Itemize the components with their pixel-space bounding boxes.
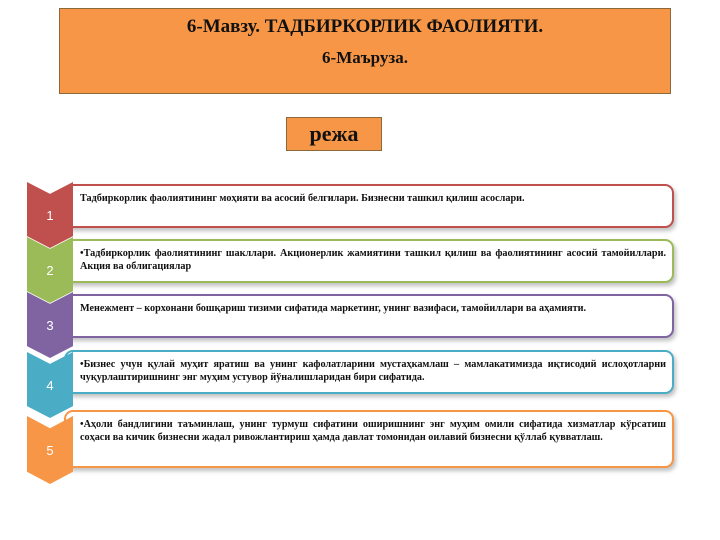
plan-item-text: Тадбиркорлик фаолиятининг моҳияти ва асосий белгилари. Бизнесни ташкил қилиш асослари. xyxy=(80,193,525,204)
plan-item-1 xyxy=(64,184,674,228)
item-number-2: 2 xyxy=(46,263,54,278)
lecture-title: 6-Маъруза. xyxy=(322,48,408,67)
plan-item-5 xyxy=(64,410,674,468)
plan-item-3 xyxy=(64,294,674,338)
plan-item-2 xyxy=(64,239,674,283)
title-box xyxy=(59,8,671,94)
topic-title: 6-Мавзу. ТАДБИРКОРЛИК ФАОЛИЯТИ. xyxy=(186,16,544,37)
item-number-5: 5 xyxy=(46,443,54,458)
plan-label: режа xyxy=(286,117,382,151)
item-number-3: 3 xyxy=(46,318,54,333)
item-number-1: 1 xyxy=(46,208,54,223)
plan-item-4 xyxy=(64,350,674,394)
plan-item-text: •Бизнес учун қулай муҳит яратиш ва унинг кафолатларини мустаҳкамлаш – мамлакатимизда иқтисодий ислоҳотларни чуқурлаштиришнинг энг муҳим устувор йўналишларидан бири сифатида. xyxy=(80,359,666,383)
plan-item-text: •Аҳоли бандлигини таъминлаш, унинг турмуш сифатини оширишнинг энг муҳим омили сифатида хизматлар кўрсатиш соҳаси ва кичик бизнесни жадал ривожлантириш ҳамда давлат томонидан оилавий бизнесни қўллаб қувватлаш. xyxy=(80,419,666,443)
plan-item-text: •Тадбиркорлик фаолиятининг шакллари. Акционерлик жамиятини ташкил қилиш ва фаолиятининг асосий тамойиллари. Акция ва облигациялар xyxy=(80,248,666,272)
item-number-4: 4 xyxy=(46,378,54,393)
plan-item-text: Менежмент – корхонани бошқариш тизими сифатида маркетинг, унинг вазифаси, тамойиллари ва аҳамияти. xyxy=(80,303,587,314)
